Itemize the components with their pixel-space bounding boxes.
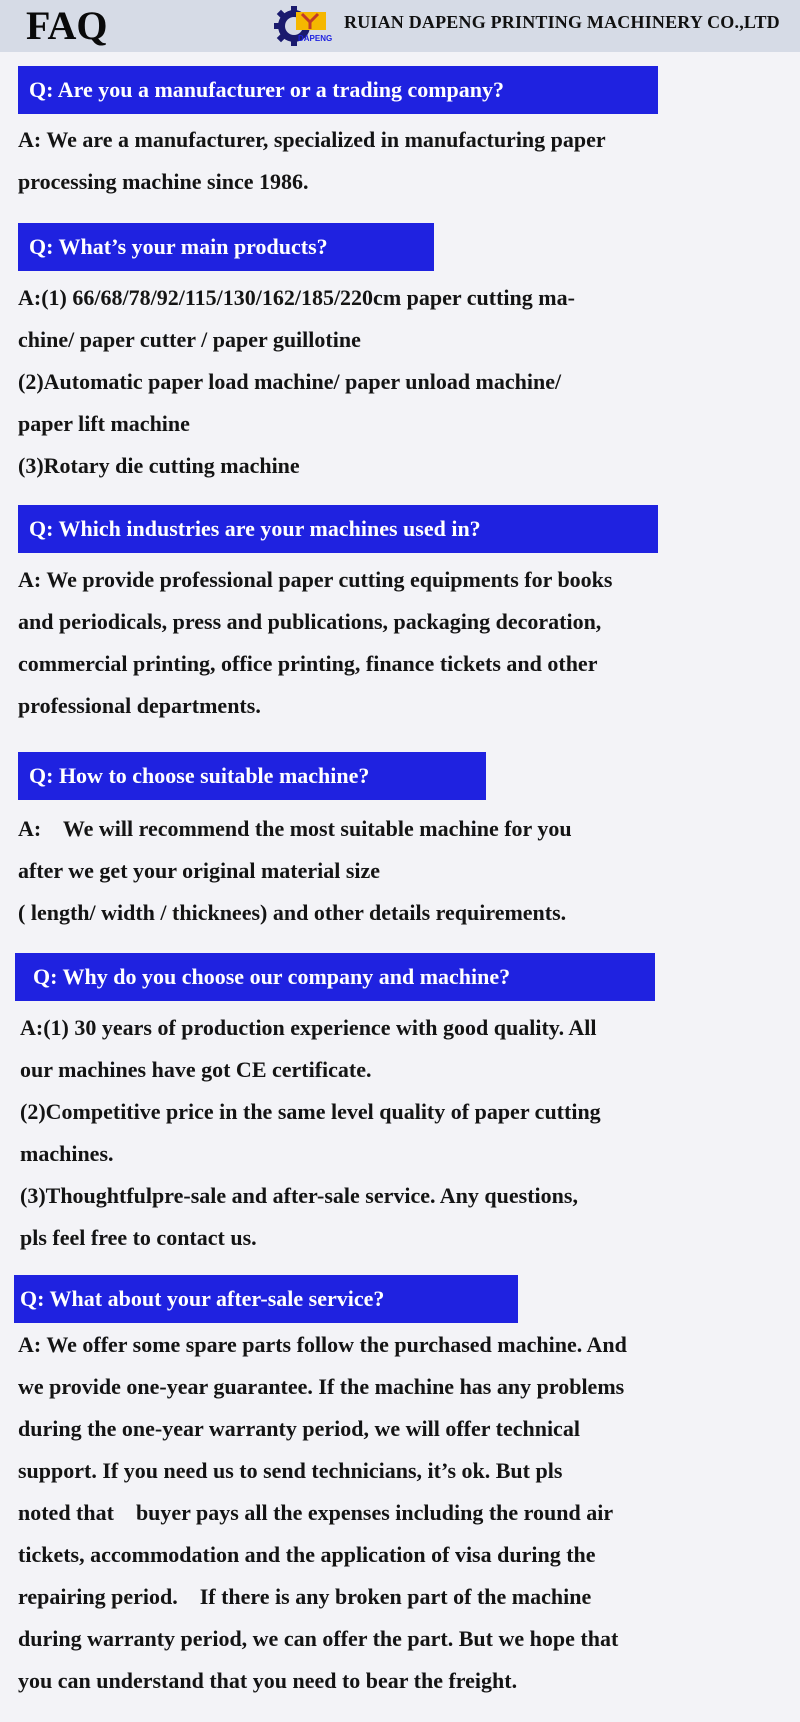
faq-answer-2 bbox=[18, 277, 788, 487]
answer-line: machines. bbox=[20, 1141, 114, 1166]
answer-line: A: We offer some spare parts follow the purchased machine. And bbox=[18, 1332, 627, 1357]
answer-line: support. If you need us to send technicians, it’s ok. But pls bbox=[18, 1458, 563, 1483]
answer-line: A: We are a manufacturer, specialized in manufacturing paper bbox=[18, 127, 606, 152]
faq-answer-4 bbox=[18, 808, 788, 934]
answer-line: during the one-year warranty period, we will offer technical bbox=[18, 1416, 580, 1441]
faq-question-2: Q: What’s your main products? bbox=[18, 223, 434, 271]
answer-line: professional departments. bbox=[18, 693, 261, 718]
answer-line: paper lift machine bbox=[18, 411, 190, 436]
faq-question-6: Q: What about your after-sale service? bbox=[14, 1275, 518, 1323]
answer-line: (2)Automatic paper load machine/ paper unload machine/ bbox=[18, 369, 562, 394]
answer-line: we provide one-year guarantee. If the machine has any problems bbox=[18, 1374, 625, 1399]
faq-question-3: Q: Which industries are your machines used in? bbox=[18, 505, 658, 553]
answer-line: repairing period. If there is any broken part of the machine bbox=[18, 1584, 592, 1609]
faq-answer-6 bbox=[18, 1324, 788, 1702]
company-name: RUIAN DAPENG PRINTING MACHINERY CO.,LTD bbox=[344, 12, 780, 32]
answer-line: A:(1) 66/68/78/92/115/130/162/185/220cm paper cutting ma- bbox=[18, 285, 575, 310]
page-title: FAQ bbox=[26, 3, 108, 48]
answer-line: (3)Thoughtfulpre-sale and after-sale service. Any questions, bbox=[20, 1183, 578, 1208]
answer-line: and periodicals, press and publications, packaging decoration, bbox=[18, 609, 602, 634]
faq-answer-5 bbox=[20, 1007, 790, 1259]
answer-line: commercial printing, office printing, finance tickets and other bbox=[18, 651, 598, 676]
faq-answer-3 bbox=[18, 559, 788, 727]
answer-line: you can understand that you need to bear the freight. bbox=[18, 1668, 518, 1693]
answer-line: our machines have got CE certificate. bbox=[20, 1057, 372, 1082]
answer-line: processing machine since 1986. bbox=[18, 169, 309, 194]
answer-line: during warranty period, we can offer the part. But we hope that bbox=[18, 1626, 619, 1651]
answer-line: A:(1) 30 years of production experience with good quality. All bbox=[20, 1015, 597, 1040]
page-header bbox=[0, 0, 800, 52]
logo-text: DAPENG bbox=[298, 34, 333, 43]
faq-question-1: Q: Are you a manufacturer or a trading company? bbox=[18, 66, 658, 114]
answer-line: (2)Competitive price in the same level quality of paper cutting bbox=[20, 1099, 601, 1124]
answer-line: noted that buyer pays all the expenses including the round air bbox=[18, 1500, 614, 1525]
answer-line: tickets, accommodation and the application of visa during the bbox=[18, 1542, 596, 1567]
answer-line: (3)Rotary die cutting machine bbox=[18, 453, 300, 478]
answer-line: A: We will recommend the most suitable machine for you bbox=[18, 816, 572, 841]
answer-line: A: We provide professional paper cutting equipments for books bbox=[18, 567, 613, 592]
faq-question-4: Q: How to choose suitable machine? bbox=[18, 752, 486, 800]
company-logo bbox=[272, 4, 342, 48]
answer-line: after we get your original material size bbox=[18, 858, 381, 883]
answer-line: ( length/ width / thicknees) and other details requirements. bbox=[18, 900, 567, 925]
faq-answer-1 bbox=[18, 119, 788, 203]
answer-line: chine/ paper cutter / paper guillotine bbox=[18, 327, 361, 352]
faq-question-5: Q: Why do you choose our company and machine? bbox=[15, 953, 655, 1001]
answer-line: pls feel free to contact us. bbox=[20, 1225, 257, 1250]
